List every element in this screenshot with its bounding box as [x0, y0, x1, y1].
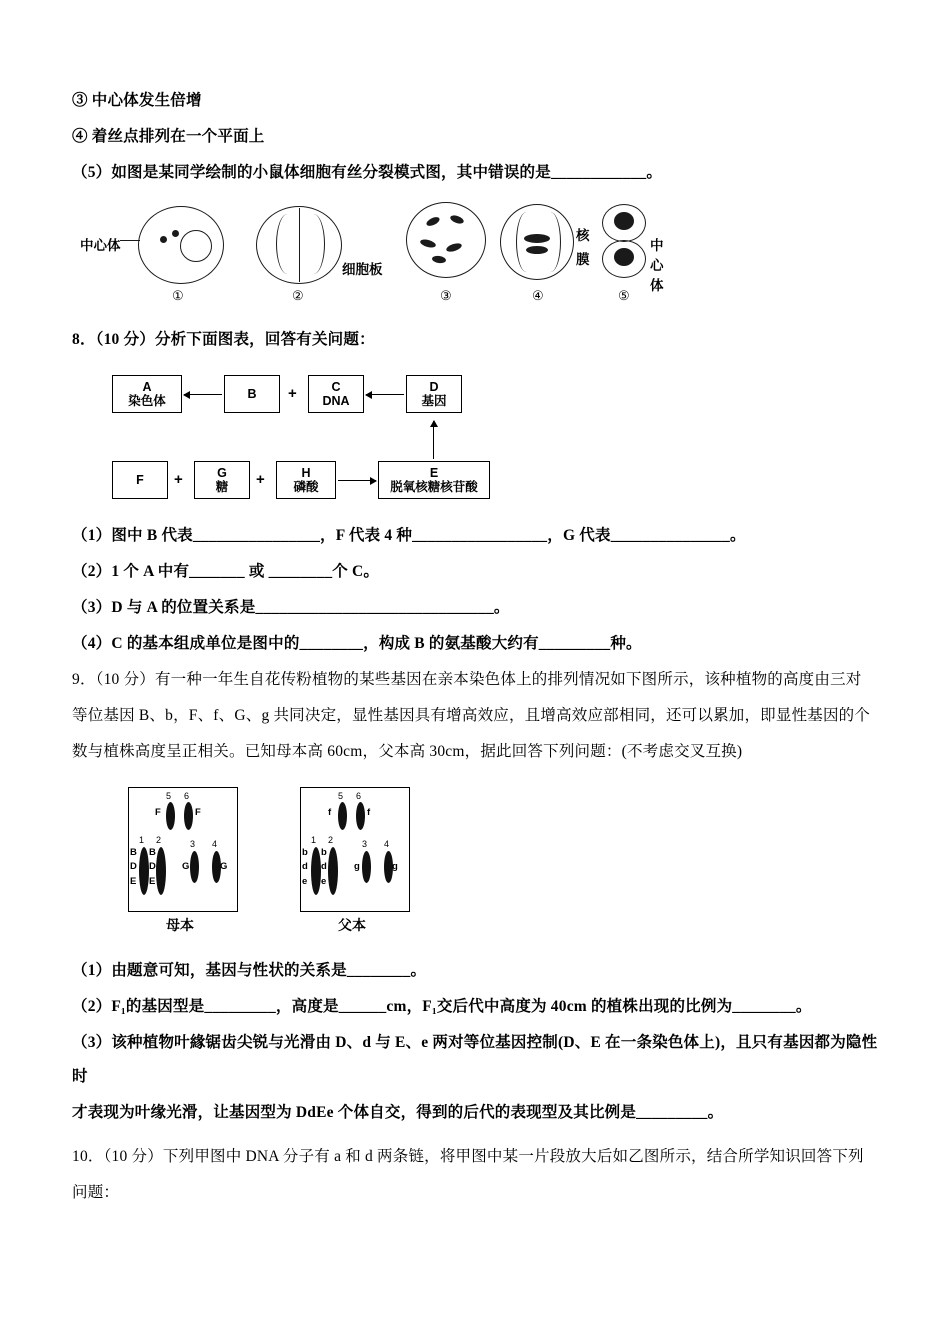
chromosome-f3	[362, 851, 371, 883]
figure-number-4: ④	[532, 288, 544, 303]
caption-father: 父本	[338, 917, 366, 933]
question-8-sub1: （1）图中 B 代表________________，F 代表 4 种_________________，G 代表_______________。	[72, 527, 746, 544]
flow-box-A-line1: A	[142, 380, 152, 394]
chr-num-f5: 5	[338, 791, 344, 801]
gene-label-fg1: g	[354, 861, 360, 872]
gene-label-mD1: D	[130, 861, 137, 872]
chr-num-f3: 3	[362, 839, 368, 849]
plus-sign-3: +	[256, 471, 265, 488]
spindle-fiber-2	[302, 214, 325, 274]
question-9-sub3-line-1: （3）该种植物叶緣锯齿尖锐与光滑由 D、d 与 E、e 两对等位基因控制(D、E 在一条染色体上)，且只有基因都为隐性时	[72, 1034, 878, 1085]
chr-num-f4: 4	[384, 839, 390, 849]
arrow-B-to-A	[184, 394, 222, 395]
centriole-dot-a	[160, 236, 167, 243]
flow-box-D-line2: 基因	[421, 394, 447, 408]
flow-box-A-line2: 染色体	[128, 394, 166, 408]
question-7-sub5: （5）如图是某同学绘制的小鼠体细胞有丝分裂模式图，其中错误的是____________。	[72, 164, 663, 181]
daughter-nucleus-1	[614, 212, 634, 230]
chr-num-m3: 3	[190, 839, 196, 849]
gene-label-mE1: E	[130, 876, 137, 887]
chr-num-m4: 4	[212, 839, 218, 849]
flow-box-G	[194, 461, 250, 499]
chromosome-m1	[139, 847, 149, 895]
gene-label-mF1: F	[155, 807, 161, 818]
chr-num-m1: 1	[139, 835, 145, 845]
flow-box-D-line1: D	[429, 380, 439, 394]
chr-num-f1: 1	[311, 835, 317, 845]
flow-box-B-line1: B	[247, 387, 257, 401]
gene-label-mF2: F	[195, 807, 201, 818]
paragraph-item-4: ④ 着丝点排列在一个平面上	[72, 128, 265, 145]
question-8-sub3: （3）D 与 A 的位置关系是______________________________。	[72, 599, 510, 616]
flow-box-F-line1: F	[136, 473, 144, 487]
label-centrosome-right: 中心体	[650, 238, 664, 293]
question-9-sub1: （1）由题意可知，基因与性状的关系是________。	[72, 962, 427, 979]
question-9-stem-line-2: 等位基因 B、b，F、f、G、g 共同决定，显性基因具有增高效应，且增高效应部相同，还可以累加，即显性基因的个	[72, 707, 871, 724]
plus-sign-2: +	[174, 471, 183, 488]
gene-label-fg2: g	[392, 861, 398, 872]
gene-label-ff1: f	[328, 807, 332, 818]
chromosome-f2	[328, 847, 338, 895]
question-10-stem-line-2: 问题：	[72, 1184, 120, 1201]
question-9-sub3-line-2: 才表现为叶缘光滑，让基因型为 DdEe 个体自交，得到的后代的表现型及其比例是_________。	[72, 1104, 724, 1121]
chromosome-m5	[166, 802, 175, 830]
arrow-E-to-D	[433, 421, 434, 459]
chromosome-f6	[356, 802, 365, 830]
cell-stage-3	[406, 202, 486, 278]
question-8-stem: 8．（10 分）分析下面图表，回答有关问题：	[72, 331, 375, 348]
flow-box-D	[406, 375, 462, 413]
chr-num-m6: 6	[184, 791, 190, 801]
arrow-H-to-E	[338, 480, 376, 481]
flow-box-F	[112, 461, 168, 499]
figure-number-1: ①	[172, 288, 184, 303]
gene-label-mB1: B	[130, 847, 137, 858]
flow-box-C-line2: DNA	[322, 394, 350, 408]
leader-line-left	[120, 240, 140, 241]
chromosome-m6	[184, 802, 193, 830]
centriole-dot-b	[172, 230, 179, 237]
figure-mitosis-diagram	[80, 200, 670, 315]
flow-box-B	[224, 375, 280, 413]
label-cell-plate: 细胞板	[342, 262, 383, 277]
flow-box-C-line1: C	[331, 380, 341, 394]
figure-number-2: ②	[292, 288, 304, 303]
gene-label-mB2: B	[149, 847, 156, 858]
gene-label-fb2: b	[321, 847, 327, 858]
flow-box-C	[308, 375, 364, 413]
gene-label-mG1: G	[182, 861, 190, 872]
flow-box-A	[112, 375, 182, 413]
chr-num-f2: 2	[328, 835, 334, 845]
chr-num-f6: 6	[356, 791, 362, 801]
daughter-nucleus-2	[614, 248, 634, 266]
chr-num-m2: 2	[156, 835, 162, 845]
flow-box-E-line1: E	[429, 466, 439, 480]
chromosome-f5	[338, 802, 347, 830]
gene-label-mG2: G	[220, 861, 228, 872]
chromosome-m2	[156, 847, 166, 895]
gene-label-mD2: D	[149, 861, 156, 872]
plus-sign-1: +	[288, 385, 297, 402]
figure-number-5: ⑤	[618, 288, 630, 303]
label-nuclear-membrane-2: 膜	[576, 252, 590, 267]
flow-box-G-line1: G	[217, 466, 227, 480]
spindle-fiber-1	[276, 214, 299, 274]
figure-number-3: ③	[440, 288, 452, 303]
gene-label-fe2: e	[321, 876, 327, 887]
flow-box-H-line1: H	[301, 466, 311, 480]
chromosome-f1	[311, 847, 321, 895]
label-centrosome-left: 中心体	[80, 238, 121, 253]
metaphase-chromosome-1	[524, 234, 550, 243]
flow-box-H	[276, 461, 336, 499]
gene-label-mE2: E	[149, 876, 156, 887]
question-9-stem-line-1: 9．（10 分）有一种一年生自花传粉植物的某些基因在亲本染色体上的排列情况如下图所示，该种植物的高度由三对	[72, 671, 862, 688]
chromosome-m3	[190, 851, 199, 883]
nucleus-ring-1	[180, 230, 212, 262]
arrow-D-to-C	[366, 394, 404, 395]
chr-num-m5: 5	[166, 791, 172, 801]
flow-box-E-line2: 脱氧核糖核苷酸	[390, 480, 478, 494]
cell-plate-line	[299, 208, 300, 282]
figure-flow-diagram	[112, 367, 542, 507]
gene-label-fd1: d	[302, 861, 308, 872]
question-8-sub2: （2）1 个 A 中有_______ 或 ________个 C。	[72, 563, 380, 580]
question-8-sub4: （4）C 的基本组成单位是图中的________，构成 B 的氨基酸大约有_________种。	[72, 635, 642, 652]
gene-label-fe1: e	[302, 876, 308, 887]
question-9-sub2: （2）F₁的基因型是_________，高度是______cm，F₁交后代中高度为 40cm 的植株出现的比例为________。	[72, 998, 812, 1015]
caption-mother: 母本	[166, 917, 194, 933]
label-nuclear-membrane-1: 核	[576, 228, 590, 243]
flow-box-E	[378, 461, 490, 499]
gene-label-fb1: b	[302, 847, 308, 858]
flow-box-G-line2: 糖	[215, 480, 229, 494]
flow-box-H-line2: 磷酸	[293, 480, 319, 494]
paragraph-item-3: ③ 中心体发生倍增	[72, 92, 202, 109]
question-9-stem-line-3: 数与植株高度呈正相关。已知母本高 60cm，父本高 30cm，据此回答下列问题：(不考虑交叉互换)	[72, 743, 743, 760]
question-10-stem-line-1: 10．（10 分）下列甲图中 DNA 分子有 a 和 d 两条链，将甲图中某一片段放大后如乙图所示，结合所学知识回答下列	[72, 1148, 864, 1165]
metaphase-chromosome-2	[526, 246, 548, 254]
gene-label-ff2: f	[367, 807, 371, 818]
figure-chromosome-arrangement	[128, 777, 438, 932]
gene-label-fd2: d	[321, 861, 327, 872]
